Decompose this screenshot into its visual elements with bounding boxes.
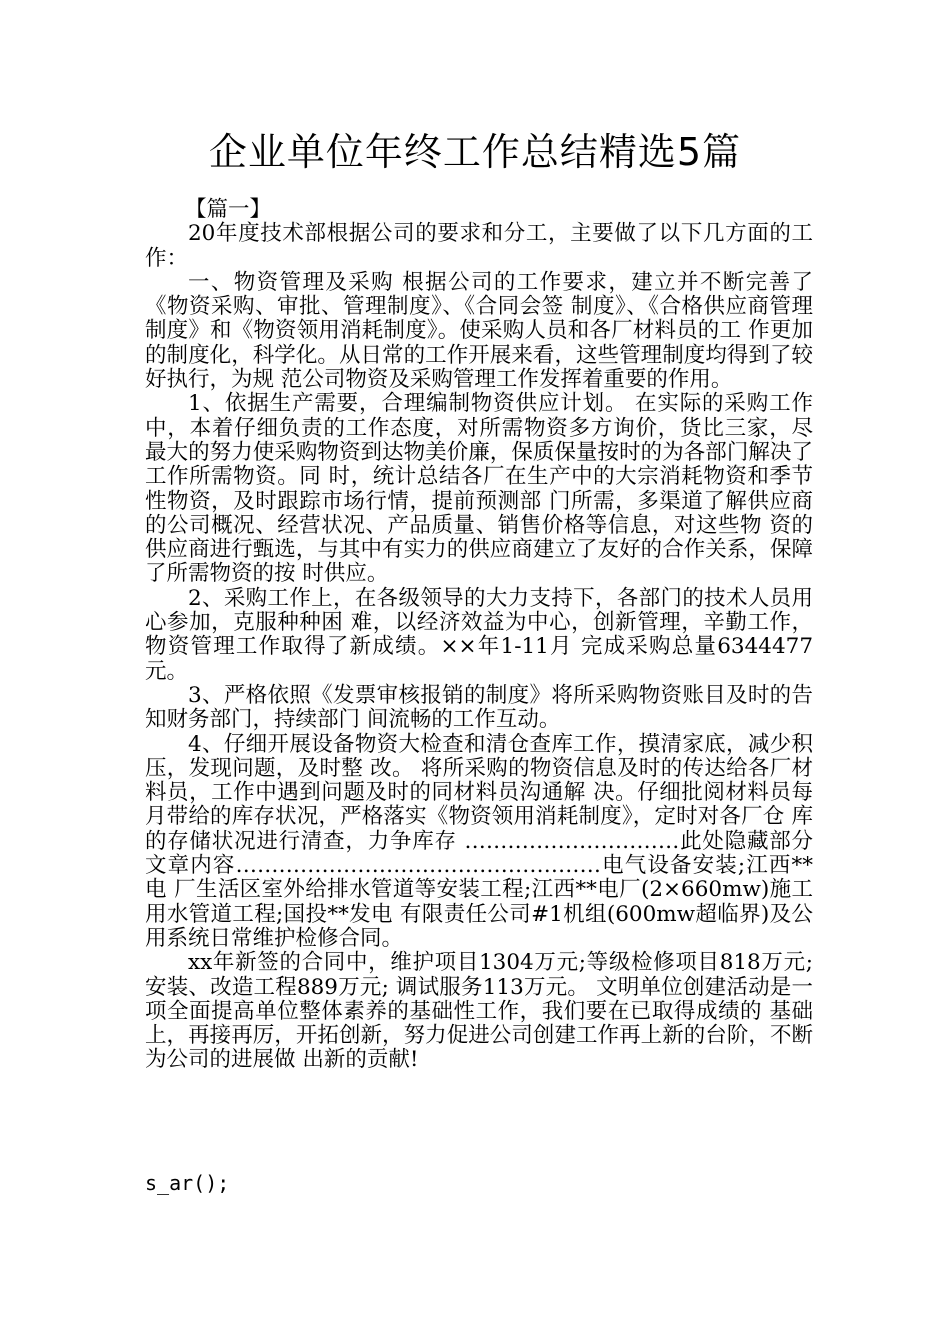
section-label: 【篇一】 xyxy=(185,197,272,222)
paragraph-intro: 20年度技术部根据公司的要求和分工，主要做了以下几方面的工作： xyxy=(145,221,813,271)
footer-script-text: s_ar(); xyxy=(145,1171,230,1195)
paragraph-materials-management: 一、物资管理及采购 根据公司的工作要求，建立并不断完善了《物资采购、审批、管理制度》、《合同会签 制度》、《合格供应商管理制度》和《物资领用消耗制度》。使采购人员和各厂材料员的工 作更加的制度化，科学化。从日常的工作开展来看，这些管理制度均得到了较好执行，为规 范公司物资及采购管理工作发挥着重要的作用。 xyxy=(145,269,813,393)
page-title: 企业单位年终工作总结精选5篇 xyxy=(208,130,742,174)
paragraph-invoice-audit: 3、严格依照《发票审核报销的制度》将所采购物资账目及时的告知财务部门，持续部门 间流畅的工作互动。 xyxy=(145,682,813,733)
paragraph-supply-plan: 1、依据生产需要，合理编制物资供应计划。 在实际的采购工作中，本着仔细负责的工作态度，对所需物资多方询价，货比三家，尽 最大的努力使采购物资到达物美价廉，保质保量按时的为各部门解决了工作所需物资。同 时，统计总结各厂在生产中的大宗消耗物资和季节性物资，及时跟踪市场行情，提前预测部 门所需，多渠道了解供应商的公司概况、经营状况、产品质量、销售价格等信息，对这些物 资的供应商进行甄选，与其中有实力的供应商建立了友好的合作关系，保障了所需物资的按 时供应。 xyxy=(145,391,813,587)
article-body xyxy=(145,198,813,1073)
paragraph-procurement-results: 2、采购工作上，在各级领导的大力支持下，各部门的技术人员用心参加，克服种种困 难，以经济效益为中心，创新管理，辛勤工作，物资管理工作取得了新成绩。××年1-11月 完成采购总量6344477元。 xyxy=(145,585,813,684)
paragraph-new-contracts: xx年新签的合同中，维护项目1304万元;等级检修项目818万元;安装、改造工程889万元; 调试服务113万元。 文明单位创建活动是一项全面提高单位整体素养的基础性工作，我们要在已取得成绩的 基础上，再接再厉，开拓创新，努力促进公司创建工作再上新的台阶，不断为公司的进展做 出新的贡献! xyxy=(145,950,813,1073)
paragraph-inventory-check: 4、仔细开展设备物资大检查和清仓查库工作，摸清家底，减少积压，发现问题，及时整 改。 将所采购的物资信息及时的传达给各厂材料员，工作中遇到问题及时的同材料员沟通解 决。仔细批阅材料员每月带给的库存状况，严格落实《物资领用消耗制度》，定时对各厂仓 库的存储状况进行清查，力争库存 …………………………此处隐藏部分文章内容……………………………………………电气设备安装;江西**电 厂生活区室外给排水管道等安装工程;江西**电厂(2×660mw)施工用水管道工程;国投**发电 有限责任公司#1机组(600mw超临界)及公用系统日常维护检修合同。 xyxy=(145,731,813,951)
